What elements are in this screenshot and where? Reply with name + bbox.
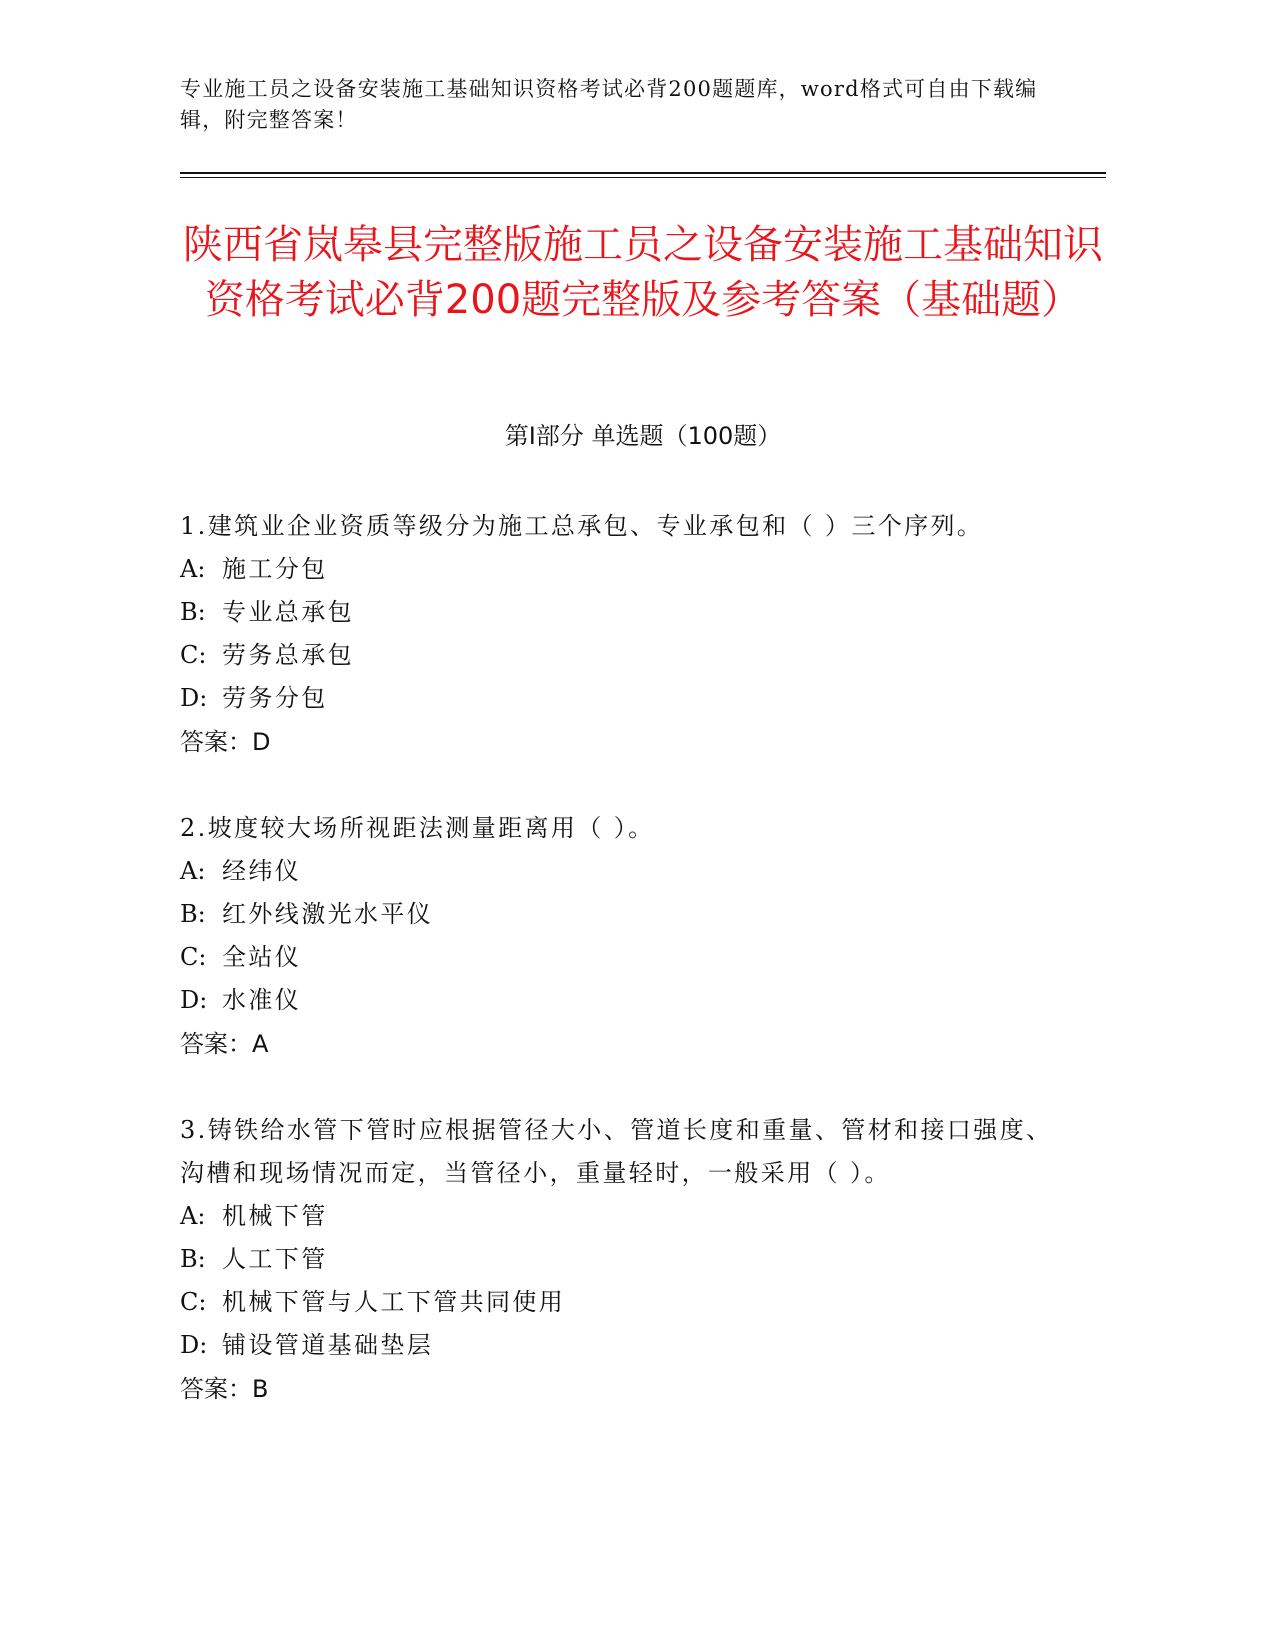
option-a: [180, 548, 1060, 591]
option-text: 铺设管道基础垫层: [222, 1331, 434, 1359]
section-title: 第Ⅰ部分 单选题（100题）: [504, 422, 782, 450]
question-number: 3.: [180, 1116, 208, 1144]
option-d: [180, 979, 1060, 1022]
header-rule-thick: [180, 172, 1106, 174]
header-rule-thin: [180, 177, 1106, 178]
option-text: 施工分包: [222, 555, 328, 583]
answer-line: [180, 1022, 1060, 1067]
question-list: [180, 505, 1060, 1454]
question-stem: [180, 1109, 1060, 1195]
option-text: 机械下管与人工下管共同使用: [222, 1288, 566, 1316]
answer-label: 答案：: [180, 1030, 252, 1058]
option-letter: D:: [180, 684, 208, 712]
question-2: [180, 807, 1060, 1067]
option-text: 劳务分包: [222, 684, 328, 712]
option-text: 经纬仪: [222, 857, 302, 885]
option-letter: A:: [180, 555, 206, 583]
option-text: 机械下管: [222, 1202, 328, 1230]
question-text: 坡度较大场所视距法测量距离用（ ）。: [207, 814, 655, 842]
option-text: 专业总承包: [222, 598, 354, 626]
option-c: [180, 1281, 1060, 1324]
option-letter: B:: [180, 900, 206, 928]
answer-line: [180, 1367, 1060, 1412]
answer-value: A: [252, 1030, 269, 1058]
option-b: [180, 591, 1060, 634]
option-a: [180, 850, 1060, 893]
option-c: [180, 936, 1060, 979]
question-stem: [180, 807, 1060, 850]
answer-label: 答案：: [180, 1375, 252, 1403]
option-text: 红外线激光水平仪: [222, 900, 434, 928]
option-letter: D:: [180, 986, 208, 1014]
document-title: 陕西省岚皋县完整版施工员之设备安装施工基础知识资格考试必背200题完整版及参考答案（基础题）: [183, 222, 1103, 323]
option-letter: B:: [180, 1245, 206, 1273]
question-3: [180, 1109, 1060, 1412]
option-letter: C:: [180, 1288, 207, 1316]
question-stem: [180, 505, 1060, 548]
option-letter: C:: [180, 641, 207, 669]
header-note: 专业施工员之设备安装施工基础知识资格考试必背200题题库，word格式可自由下载编辑，附完整答案！: [180, 77, 1038, 132]
question-text: 铸铁给水管下管时应根据管径大小、管道长度和重量、管材和接口强度、沟槽和现场情况而定，当管径小，重量轻时，一般采用（ ）。: [180, 1116, 1053, 1187]
answer-value: B: [252, 1375, 269, 1403]
question-1: [180, 505, 1060, 765]
option-a: [180, 1195, 1060, 1238]
question-text: 建筑业企业资质等级分为施工总承包、专业承包和（ ）三个序列。: [207, 512, 984, 540]
option-letter: C:: [180, 943, 207, 971]
answer-value: D: [252, 728, 271, 756]
question-number: 1.: [180, 512, 208, 540]
option-letter: D:: [180, 1331, 208, 1359]
option-b: [180, 893, 1060, 936]
option-text: 人工下管: [222, 1245, 328, 1273]
option-text: 水准仪: [222, 986, 302, 1014]
option-text: 劳务总承包: [222, 641, 354, 669]
option-d: [180, 677, 1060, 720]
option-letter: A:: [180, 1202, 206, 1230]
option-d: [180, 1324, 1060, 1367]
option-letter: A:: [180, 857, 206, 885]
question-number: 2.: [180, 814, 208, 842]
option-b: [180, 1238, 1060, 1281]
option-c: [180, 634, 1060, 677]
answer-label: 答案：: [180, 728, 252, 756]
answer-line: [180, 720, 1060, 765]
option-text: 全站仪: [222, 943, 302, 971]
option-letter: B:: [180, 598, 206, 626]
